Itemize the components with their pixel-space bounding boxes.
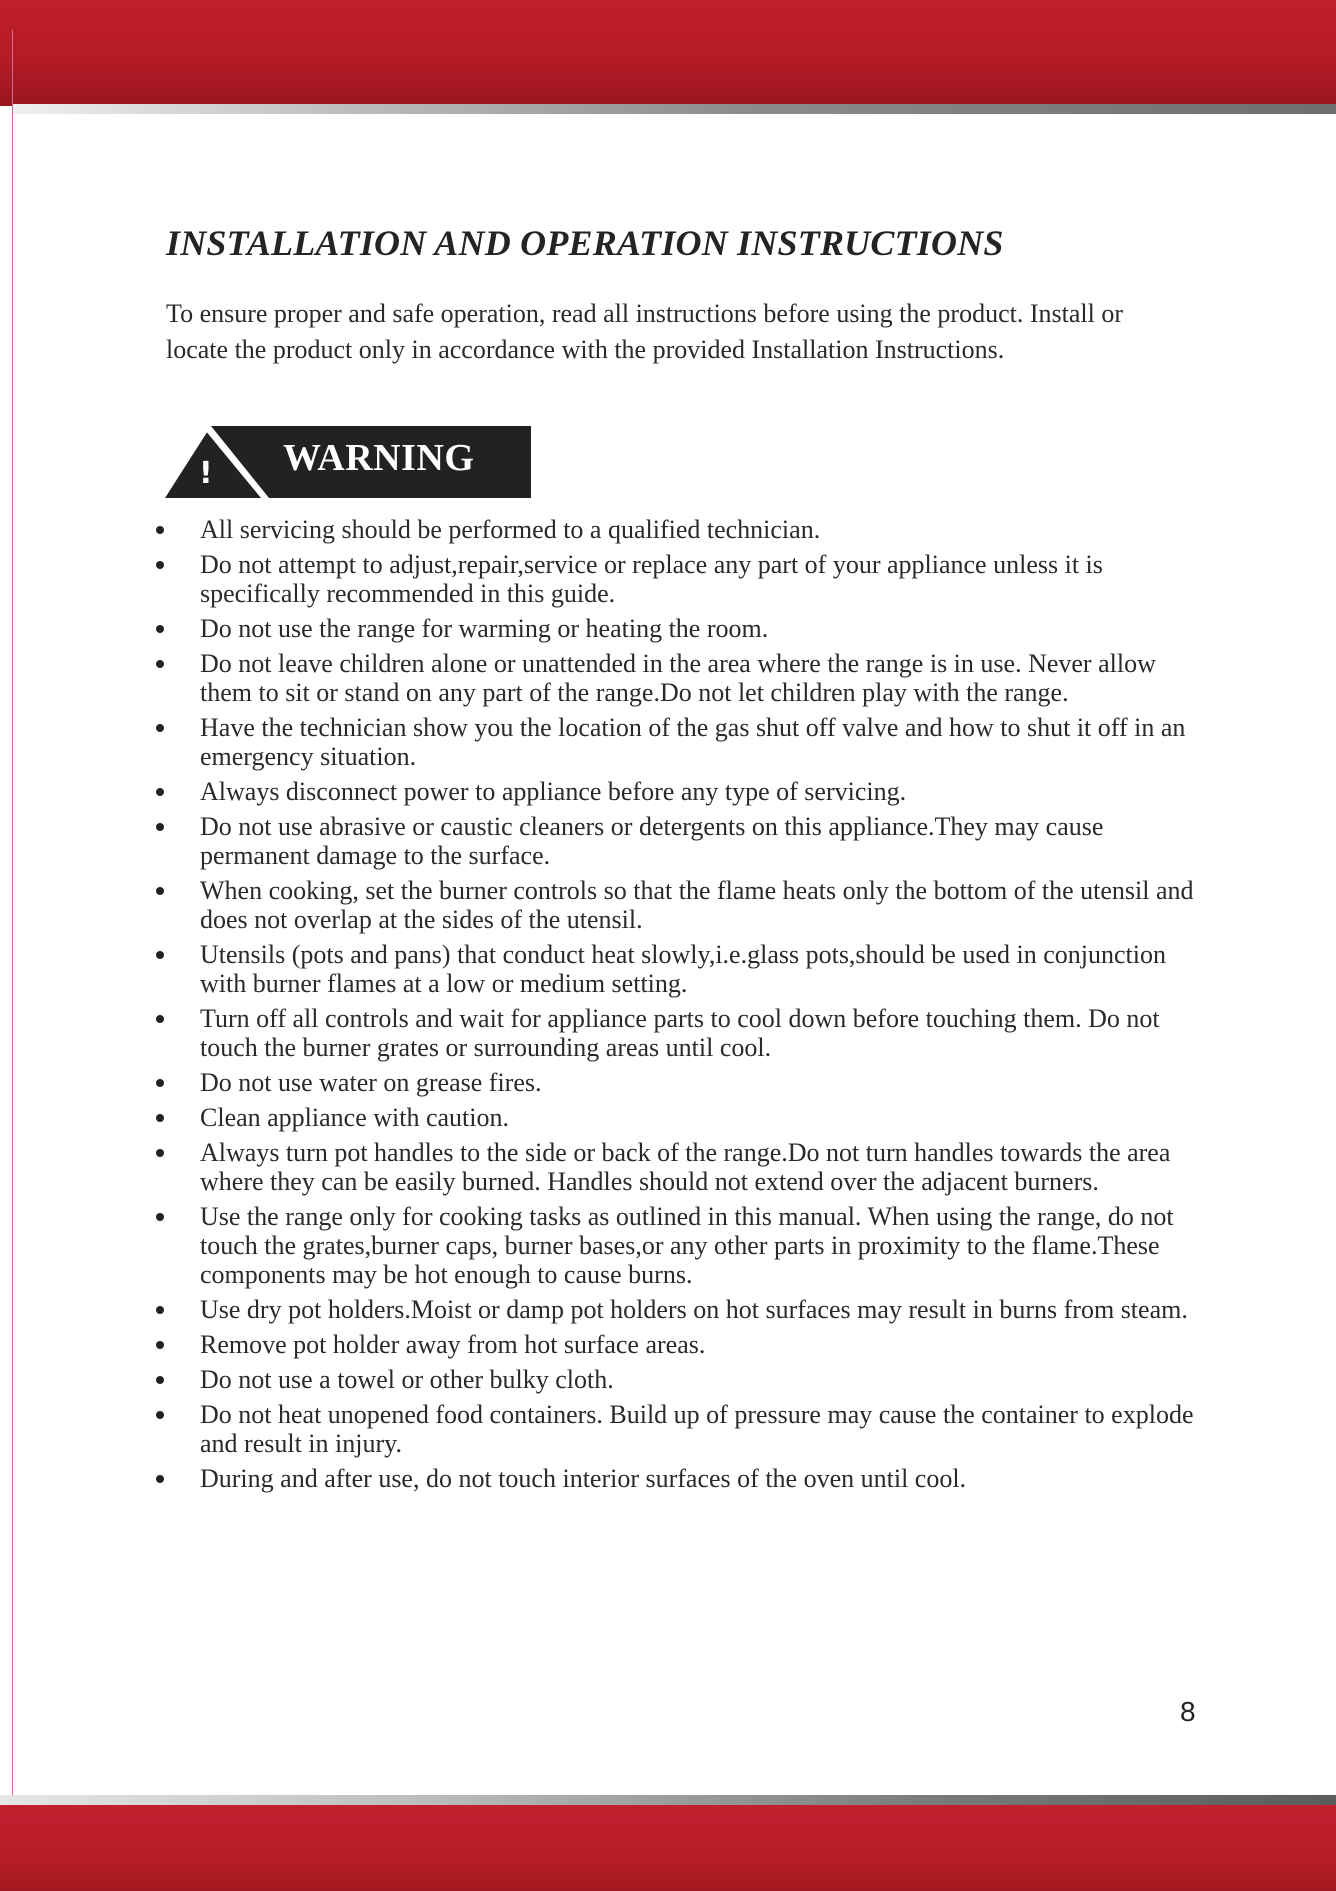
footer-band xyxy=(0,1805,1336,1891)
bullet-text: Always turn pot handles to the side or back of the range.Do not turn handles towards the area where they can be easily burned. Handles should not extend over the adjacent burners. xyxy=(200,1138,1171,1196)
bullet-item xyxy=(152,876,1212,934)
bullet-item xyxy=(152,515,1212,544)
bullet-item xyxy=(152,550,1212,608)
bullet-dot-icon xyxy=(156,526,164,534)
bullet-dot-icon xyxy=(156,561,164,569)
bullet-item xyxy=(152,812,1212,870)
margin-line xyxy=(12,30,13,1870)
warning-label: WARNING xyxy=(283,437,475,479)
warning-banner xyxy=(165,426,531,498)
bullet-dot-icon xyxy=(156,1213,164,1221)
bullet-item xyxy=(152,649,1212,707)
bullet-item xyxy=(152,614,1212,643)
bullet-text: Do not use abrasive or caustic cleaners or detergents on this appliance.They may cause permanent damage to the surface. xyxy=(200,812,1104,870)
bullet-item xyxy=(152,1400,1212,1458)
bullet-dot-icon xyxy=(156,1079,164,1087)
bullet-dot-icon xyxy=(156,1114,164,1122)
bullet-text: Do not use a towel or other bulky cloth. xyxy=(200,1365,614,1394)
bullet-text: Turn off all controls and wait for appliance parts to cool down before touching them. Do not touch the burner grates or surrounding areas until cool. xyxy=(200,1004,1160,1062)
bullet-text: Use the range only for cooking tasks as outlined in this manual. When using the range, do not touch the grates,burner caps, burner bases,or any other parts in proximity to the flame.These components may be hot enough to cause burns. xyxy=(200,1202,1174,1289)
bullet-item xyxy=(152,1202,1212,1289)
bullet-dot-icon xyxy=(156,951,164,959)
bullet-text: Have the technician show you the location of the gas shut off valve and how to shut it off in an emergency situation. xyxy=(200,713,1186,771)
intro-paragraph: To ensure proper and safe operation, read all instructions before using the product. Install or locate the product only in accordance with the provided Installation Instructions. xyxy=(166,299,1123,364)
bullet-dot-icon xyxy=(156,823,164,831)
bullet-dot-icon xyxy=(156,887,164,895)
bullet-dot-icon xyxy=(156,1341,164,1349)
bullet-text: Use dry pot holders.Moist or damp pot holders on hot surfaces may result in burns from steam. xyxy=(200,1295,1188,1324)
bullet-dot-icon xyxy=(156,1411,164,1419)
bullet-text: During and after use, do not touch interior surfaces of the oven until cool. xyxy=(200,1464,967,1493)
bullet-text: Do not heat unopened food containers. Build up of pressure may cause the container to explode and result in injury. xyxy=(200,1400,1194,1458)
bullet-dot-icon xyxy=(156,1015,164,1023)
bullet-dot-icon xyxy=(156,660,164,668)
bullet-item xyxy=(152,713,1212,771)
bullet-dot-icon xyxy=(156,788,164,796)
safety-bullet-list xyxy=(152,515,1212,1499)
bullet-text: Clean appliance with caution. xyxy=(200,1103,510,1132)
bullet-item xyxy=(152,1365,1212,1394)
bullet-text: Do not attempt to adjust,repair,service or replace any part of your appliance unless it is specifically recommended in this guide. xyxy=(200,550,1103,608)
bullet-item xyxy=(152,1295,1212,1324)
exclamation-icon: ! xyxy=(199,456,213,491)
bullet-text: Always disconnect power to appliance before any type of servicing. xyxy=(200,777,907,806)
bullet-dot-icon xyxy=(156,1149,164,1157)
bullet-text: Do not leave children alone or unattended in the area where the range is in use. Never allow them to sit or stand on any part of the range.Do not let children play with the range. xyxy=(200,649,1156,707)
bullet-text: Do not use the range for warming or heating the room. xyxy=(200,614,769,643)
bullet-dot-icon xyxy=(156,724,164,732)
bullet-dot-icon xyxy=(156,1306,164,1314)
bullet-item xyxy=(152,1068,1212,1097)
page-title: INSTALLATION AND OPERATION INSTRUCTIONS xyxy=(166,223,1004,263)
header-shadow-rule xyxy=(12,104,1336,114)
bullet-item xyxy=(152,1330,1212,1359)
bullet-text: Remove pot holder away from hot surface areas. xyxy=(200,1330,706,1359)
bullet-item xyxy=(152,777,1212,806)
bullet-item xyxy=(152,940,1212,998)
bullet-text: Utensils (pots and pans) that conduct heat slowly,i.e.glass pots,should be used in conjunction with burner flames at a low or medium setting. xyxy=(200,940,1166,998)
footer-shadow-rule xyxy=(0,1795,1336,1805)
header-band xyxy=(0,0,1336,106)
bullet-item xyxy=(152,1138,1212,1196)
bullet-text: Do not use water on grease fires. xyxy=(200,1068,542,1097)
bullet-item xyxy=(152,1004,1212,1062)
bullet-item xyxy=(152,1103,1212,1132)
bullet-text: When cooking, set the burner controls so that the flame heats only the bottom of the utensil and does not overlap at the sides of the utensil. xyxy=(200,876,1194,934)
bullet-text: All servicing should be performed to a qualified technician. xyxy=(200,515,821,544)
bullet-dot-icon xyxy=(156,625,164,633)
page-number: 8 xyxy=(1180,1696,1196,1727)
bullet-item xyxy=(152,1464,1212,1493)
bullet-dot-icon xyxy=(156,1475,164,1483)
bullet-dot-icon xyxy=(156,1376,164,1384)
